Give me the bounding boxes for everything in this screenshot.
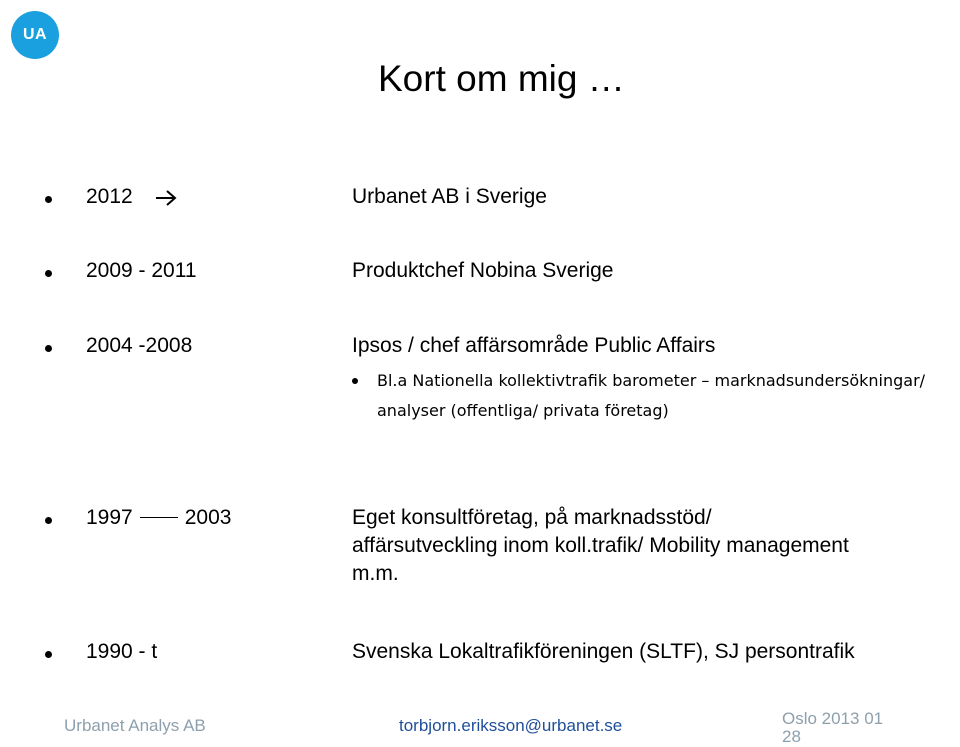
slide-title: Kort om mig … <box>378 58 625 99</box>
sub-item-text: Bl.a Nationella kollektivtrafik barometer – marknadsundersökningar/ analyser (offentliga/ privata företag) <box>377 371 926 420</box>
dash <box>140 517 178 519</box>
item-year: 2009 - 2011 <box>86 259 197 282</box>
item-year: 2004 -2008 <box>86 334 193 357</box>
logo-text: UA <box>22 26 48 43</box>
bullet-icon <box>45 651 52 658</box>
footer-date: Oslo 2013 01 <box>782 709 884 728</box>
sub-bullet-icon <box>352 378 358 384</box>
ua-logo <box>11 11 59 59</box>
item-year: 1990 - t <box>86 640 158 663</box>
item-description: Svenska Lokaltrafikföreningen (SLTF), SJ persontrafik <box>352 640 855 663</box>
description-line: m.m. <box>352 562 399 585</box>
bullet-icon <box>45 345 52 352</box>
item-description: Ipsos / chef affärsområde Public Affairs <box>352 334 716 357</box>
description-line: affärsutveckling inom koll.trafik/ Mobility management <box>352 534 849 557</box>
bullet-icon <box>45 270 52 277</box>
item-year-range <box>86 506 231 530</box>
year-start: 1997 <box>86 506 133 529</box>
bullet-icon <box>45 517 52 524</box>
item-description: Produktchef Nobina Sverige <box>352 259 614 282</box>
item-description: Urbanet AB i Sverige <box>352 185 547 208</box>
year-end: 2003 <box>184 506 232 529</box>
page-number: 28 <box>782 727 801 746</box>
item-year: 2012 <box>86 185 133 208</box>
item-description <box>352 504 849 588</box>
description-line: Eget konsultföretag, på marknadsstöd/ <box>352 506 712 529</box>
arrow-right-icon <box>155 190 177 206</box>
footer-email: torbjorn.eriksson@urbanet.se <box>399 716 623 735</box>
bullet-icon <box>45 196 52 203</box>
footer-company: Urbanet Analys AB <box>64 716 206 735</box>
